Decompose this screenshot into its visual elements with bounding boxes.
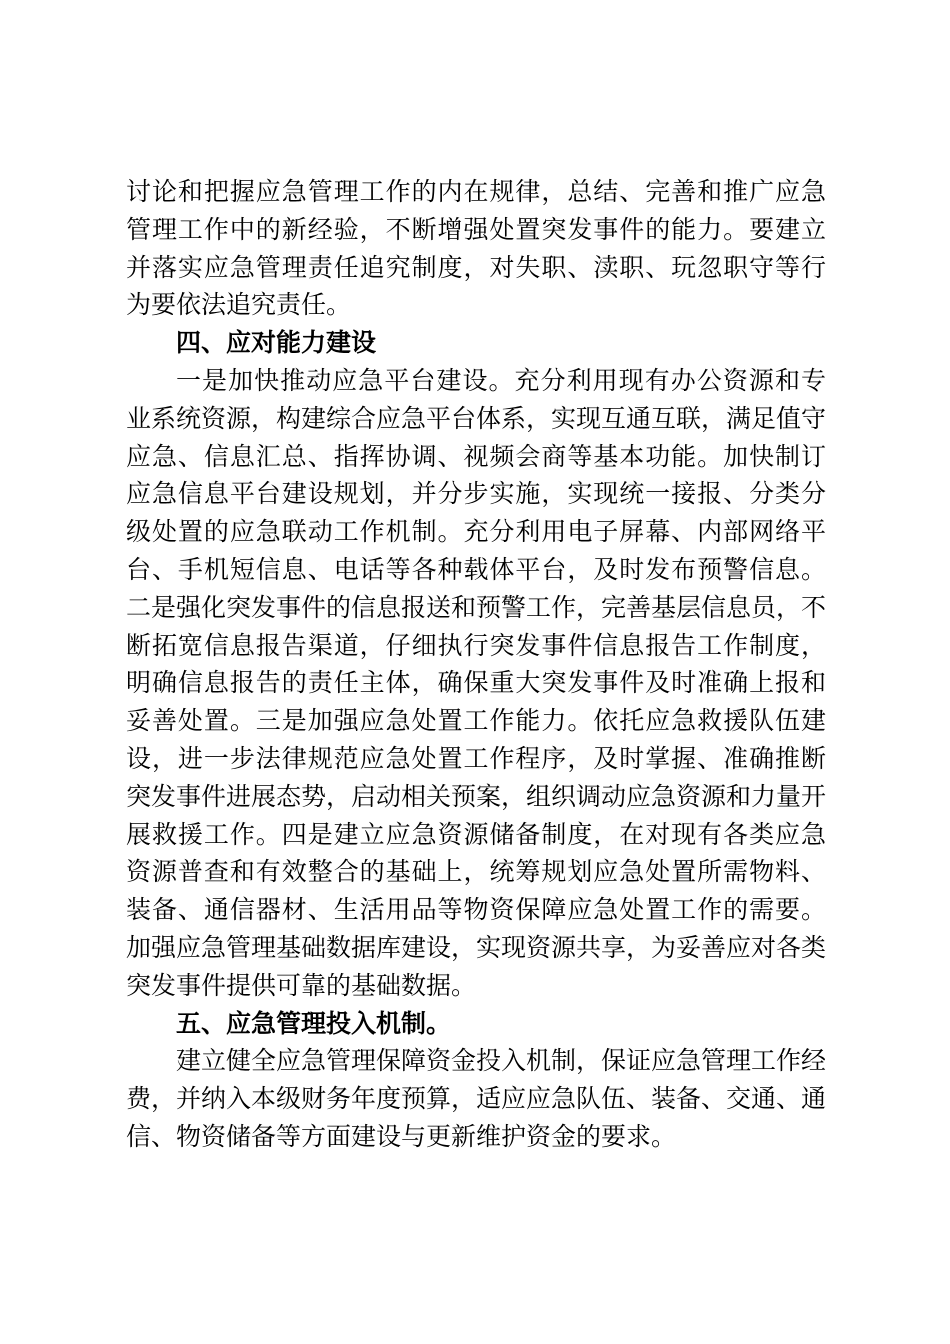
text-line: 信、物资储备等方面建设与更新维护资金的要求。: [126, 1121, 677, 1151]
text-line: 设，进一步法律规范应急处置工作程序，及时掌握、准确推断: [126, 743, 826, 773]
text-line: 台、手机短信息、电话等各种载体平台，及时发布预警信息。: [126, 554, 826, 584]
section-heading-5: 五、应急管理投入机制。: [176, 1008, 452, 1038]
text-line: 费，并纳入本级财务年度预算，适应应急队伍、装备、交通、通: [126, 1084, 827, 1114]
text-line: 突发事件提供可靠的基础数据。: [126, 970, 477, 1000]
text-line: 断拓宽信息报告渠道，仔细执行突发事件信息报告工作制度，: [126, 630, 826, 660]
paragraph-accountability: [126, 173, 826, 324]
text-line: 展救援工作。四是建立应急资源储备制度，在对现有各类应急: [126, 819, 826, 849]
text-line: 应急信息平台建设规划，并分步实施，实现统一接报、分类分: [126, 479, 826, 509]
text-line: 建立健全应急管理保障资金投入机制，保证应急管理工作经: [176, 1046, 827, 1076]
paragraph-capability: [126, 362, 826, 1005]
text-line: 突发事件进展态势，启动相关预案，组织调动应急资源和力量开: [126, 781, 827, 811]
text-line: 妥善处置。三是加强应急处置工作能力。依托应急救援队伍建: [126, 706, 826, 736]
text-line: 装备、通信器材、生活用品等物资保障应急处置工作的需要。: [126, 895, 826, 925]
text-line: 管理工作中的新经验，不断增强处置突发事件的能力。要建立: [126, 214, 826, 244]
text-line: 级处置的应急联动工作机制。充分利用电子屏幕、内部网络平: [126, 517, 826, 547]
text-line: 讨论和把握应急管理工作的内在规律，总结、完善和推广应急: [126, 177, 826, 206]
document-page: [126, 173, 826, 1156]
text-line: 一是加快推动应急平台建设。充分利用现有办公资源和专: [176, 365, 826, 395]
text-line: 业系统资源，构建综合应急平台体系，实现互通互联，满足值守: [126, 403, 827, 433]
text-line: 二是强化突发事件的信息报送和预警工作，完善基层信息员，不: [126, 592, 827, 622]
section-heading-4: 四、应对能力建设: [176, 328, 377, 358]
text-line: 资源普查和有效整合的基础上，统筹规划应急处置所需物料、: [126, 857, 826, 887]
text-line: 并落实应急管理责任追究制度，对失职、渎职、玩忽职守等行: [126, 252, 826, 282]
paragraph-funding: [126, 1042, 826, 1155]
text-line: 加强应急管理基础数据库建设，实现资源共享，为妥善应对各类: [126, 932, 827, 962]
text-line: 为要依法追究责任。: [126, 290, 352, 320]
text-line: 明确信息报告的责任主体，确保重大突发事件及时准确上报和: [126, 668, 826, 698]
text-line: 应急、信息汇总、指挥协调、视频会商等基本功能。加快制订: [126, 441, 826, 471]
